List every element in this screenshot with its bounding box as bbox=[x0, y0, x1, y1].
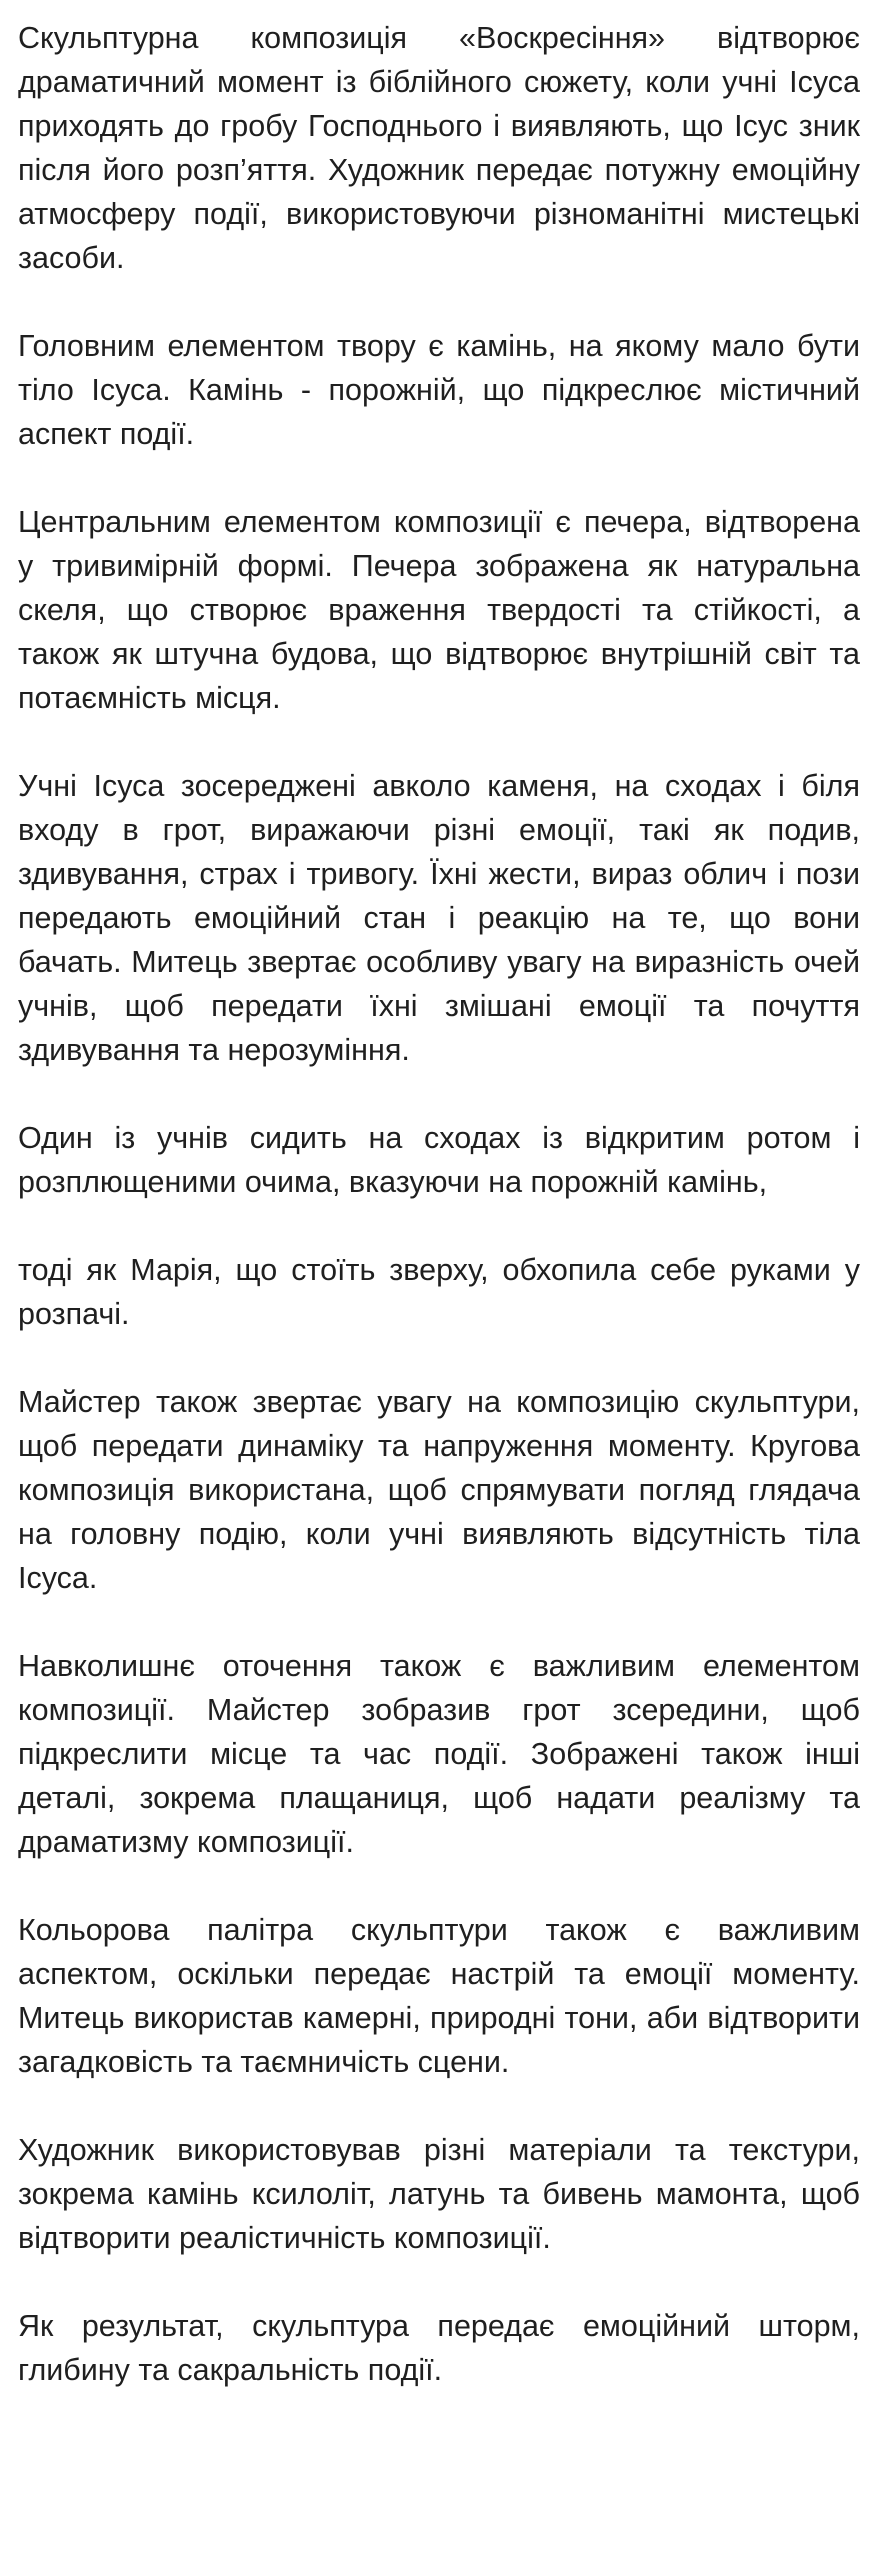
paragraph-materials: Художник використовував різні матеріали та текстури, зокрема камінь ксилоліт, латунь та бивень мамонта, щоб відтворити реалістичність композиції. bbox=[18, 2133, 860, 2255]
article-body bbox=[18, 16, 860, 2392]
paragraph-seated-disciple: Один із учнів сидить на сходах із відкритим ротом і розплющеними очима, вказуючи на порожній камінь, bbox=[18, 1121, 860, 1199]
paragraph-cave: Центральним елементом композиції є печера, відтворена у тривимірній формі. Печера зображена як натуральна скеля, що створює враження твердості та стійкості, а також як штучна будова, що відтворює внутрішній світ та потаємність місця. bbox=[18, 505, 860, 715]
paragraph-composition: Майстер також звертає увагу на композицію скульптури, щоб передати динаміку та напруження моменту. Кругова композиція використана, щоб спрямувати погляд глядача на головну подію, коли учні виявляють відсутність тіла Ісуса. bbox=[18, 1385, 860, 1595]
paragraph-palette: Кольорова палітра скульптури також є важливим аспектом, оскільки передає настрій та емоції моменту. Митець використав камерні, природні тони, аби відтворити загадковість та таємничість сцени. bbox=[18, 1913, 860, 2079]
paragraph-stone: Головним елементом твору є камінь, на якому мало бути тіло Ісуса. Камінь - порожній, що підкреслює містичний аспект події. bbox=[18, 329, 860, 451]
paragraph-surroundings: Навколишнє оточення також є важливим елементом композиції. Майстер зобразив грот зсередини, щоб підкреслити місце та час події. Зображені також інші деталі, зокрема плащаниця, щоб надати реалізму та драматизму композиції. bbox=[18, 1649, 860, 1859]
paragraph-disciples: Учні Ісуса зосереджені авколо каменя, на сходах і біля входу в грот, виражаючи різні емоції, такі як подив, здивування, страх і тривогу. Їхні жести, вираз облич і пози передають емоційний стан і реакцію на те, що вони бачать. Митець звертає особливу увагу на виразність очей учнів, щоб передати їхні змішані емоції та почуття здивування та нерозуміння. bbox=[18, 769, 860, 1067]
paragraph-conclusion: Як результат, скульптура передає емоційний шторм, глибину та сакральність події. bbox=[18, 2309, 860, 2387]
paragraph-mary: тоді як Марія, що стоїть зверху, обхопила себе руками у розпачі. bbox=[18, 1253, 860, 1331]
paragraph-intro: Скульптурна композиція «Воскресіння» відтворює драматичний момент із біблійного сюжету, коли учні Ісуса приходять до гробу Господнього і виявляють, що Ісус зник після його розп’яття. Художник передає потужну емоційну атмосферу події, використовуючи різноманітні мистецькі засоби. bbox=[18, 21, 860, 275]
